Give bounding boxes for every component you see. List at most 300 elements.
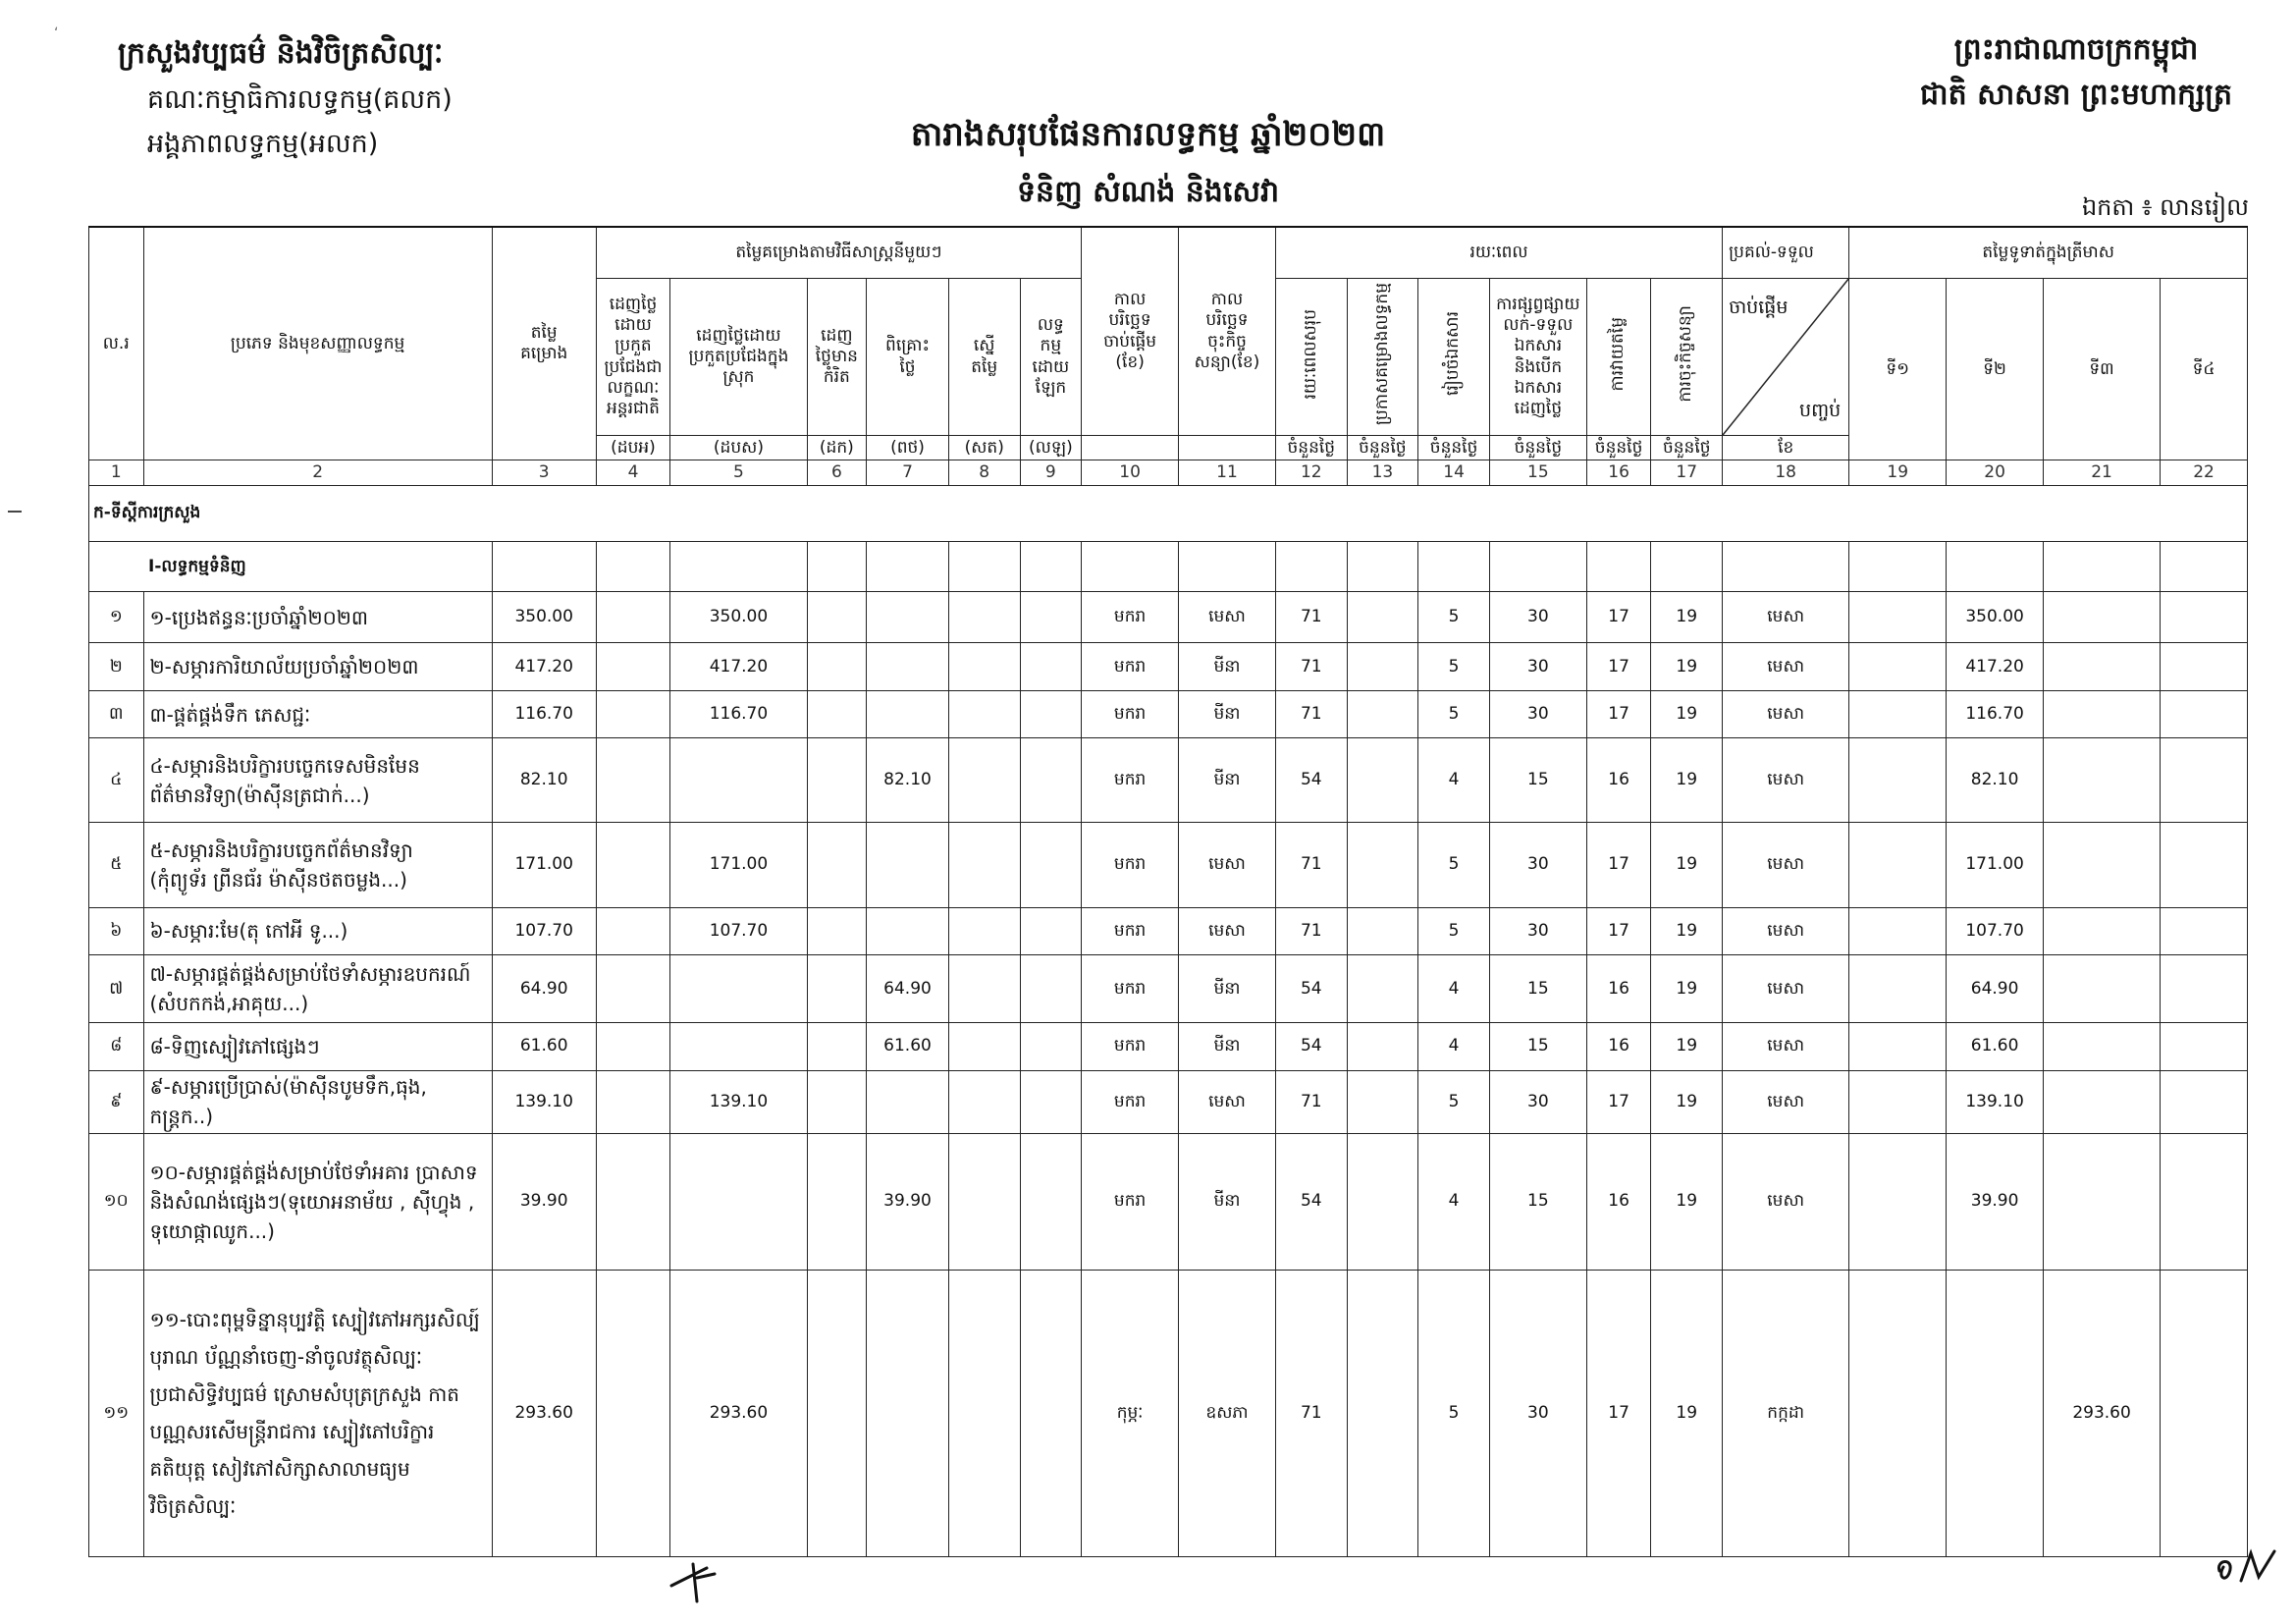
limited-bidding-value <box>807 738 867 823</box>
start-month: មករា <box>1082 907 1179 954</box>
contract-days: 19 <box>1651 1070 1723 1133</box>
advertise-days: 30 <box>1489 907 1586 954</box>
limited-bidding-value <box>807 1070 867 1133</box>
empty-cell <box>867 542 949 592</box>
item-name <box>143 591 492 643</box>
item-name-line: ១-ប្រេងឥន្ធនៈប្រចាំឆ្នាំ២០២៣ <box>149 605 368 629</box>
evaluation-days: 17 <box>1586 643 1651 690</box>
unit-days-13: ចំនួនថ្ងៃ <box>1347 436 1418 460</box>
item-name-line: វិចិត្រសិល្បៈ <box>149 1494 237 1519</box>
shopping-value: 39.90 <box>867 1133 949 1270</box>
budget-value: 107.70 <box>492 907 596 954</box>
table-row <box>89 690 2248 737</box>
prepare-days: 5 <box>1418 591 1490 643</box>
limited-line-2: ថ្លៃមាន <box>815 346 858 366</box>
advertise-line-3: និងបើកឯកសារ <box>1514 356 1563 398</box>
prepare-days: 5 <box>1418 907 1490 954</box>
empty-cell <box>596 542 670 592</box>
col-start-end-header <box>1723 279 1849 436</box>
announce-days <box>1347 690 1418 737</box>
quotation-value <box>948 591 1020 643</box>
col-quotation-header <box>948 279 1020 436</box>
q4-payment <box>2161 1133 2248 1270</box>
item-name-line: ១០-សម្ភារផ្គត់ផ្គង់សម្រាប់ថែទាំអគារ ប្រាសាទ <box>149 1160 478 1184</box>
q1-payment <box>1849 907 1947 954</box>
unit-intl: (ដបអ) <box>596 436 670 460</box>
quotation-value <box>948 1023 1020 1070</box>
empty-cell <box>1947 542 2044 592</box>
start-month: មករា <box>1082 1070 1179 1133</box>
empty-cell <box>948 542 1020 592</box>
national-bidding-value <box>670 1023 807 1070</box>
national-bidding-value <box>670 738 807 823</box>
limited-bidding-value <box>807 823 867 907</box>
col-num: 3 <box>492 460 596 485</box>
national-bidding-value: 350.00 <box>670 591 807 643</box>
start-month: មករា <box>1082 690 1179 737</box>
direct-value <box>1020 1023 1082 1070</box>
direct-value <box>1020 690 1082 737</box>
table-row <box>89 738 2248 823</box>
unit-shopping: (ពថ) <box>867 436 949 460</box>
empty-cell <box>1179 542 1276 592</box>
contract-month: មីនា <box>1179 954 1276 1022</box>
delivery-month: មេសា <box>1723 591 1849 643</box>
col-num: 15 <box>1489 460 1586 485</box>
table-row <box>89 1023 2248 1070</box>
row-number: ៩ <box>89 1070 144 1133</box>
start-line-3: ចាប់ផ្ដើម <box>1103 331 1157 352</box>
q1-payment <box>1849 1023 1947 1070</box>
intl-bidding-value <box>596 738 670 823</box>
col-no-header: ល.រ <box>89 227 144 460</box>
q3-payment: 293.60 <box>2044 1270 2161 1556</box>
item-name-line: ៦-សម្ភារៈមែ(តុ កៅអី ទូ...) <box>149 919 348 944</box>
q1-payment <box>1849 643 1947 690</box>
q1-payment <box>1849 591 1947 643</box>
col-national-bidding-header <box>670 279 807 436</box>
sign-line-3: ចុះកិច្ច <box>1207 331 1247 352</box>
row-number: ៨ <box>89 1023 144 1070</box>
empty-cell <box>807 542 867 592</box>
shopping-line-1: ពិគ្រោះ <box>885 336 930 356</box>
col-advertise-header <box>1489 279 1586 436</box>
total-days: 71 <box>1275 643 1347 690</box>
evaluation-days: 16 <box>1586 1133 1651 1270</box>
unit-days-12: ចំនួនថ្ងៃ <box>1275 436 1347 460</box>
start-month: មករា <box>1082 643 1179 690</box>
q3-payment <box>2044 591 2161 643</box>
row-number: ៦ <box>89 907 144 954</box>
contract-month: មេសា <box>1179 907 1276 954</box>
q1-payment <box>1849 738 1947 823</box>
total-days: 54 <box>1275 954 1347 1022</box>
unit-days-17: ចំនួនថ្ងៃ <box>1651 436 1723 460</box>
prepare-days: 5 <box>1418 643 1490 690</box>
empty-cell <box>1586 542 1651 592</box>
col-q4-header: ទី៤ <box>2161 279 2248 460</box>
direct-value <box>1020 954 1082 1022</box>
limited-bidding-value <box>807 591 867 643</box>
unit-limited: (ដក) <box>807 436 867 460</box>
subsection-title: I-លទ្ធកម្មទំនិញ <box>89 542 493 592</box>
shopping-value <box>867 907 949 954</box>
col-direct-header <box>1020 279 1082 436</box>
evaluation-days: 17 <box>1586 823 1651 907</box>
col-sign-date-header <box>1179 227 1276 436</box>
budget-value: 39.90 <box>492 1133 596 1270</box>
national-bidding-value <box>670 954 807 1022</box>
evaluation-days: 16 <box>1586 954 1651 1022</box>
direct-value <box>1020 1270 1082 1556</box>
unit-national: (ដបស) <box>670 436 807 460</box>
col-num: 22 <box>2161 460 2248 485</box>
section-title: ក-ទីស្ដីការក្រសួង <box>89 485 2248 542</box>
handwritten-page-mark <box>667 1556 726 1605</box>
contract-days: 19 <box>1651 954 1723 1022</box>
budget-value: 139.10 <box>492 1070 596 1133</box>
col-num: 6 <box>807 460 867 485</box>
col-num: 19 <box>1849 460 1947 485</box>
q2-payment: 82.10 <box>1947 738 2044 823</box>
total-days: 71 <box>1275 907 1347 954</box>
item-name-line: ៧-សម្ភារផ្គត់ផ្គង់សម្រាប់ថែទាំសម្ភារឧបករណ៍ <box>149 962 471 987</box>
col-num: 21 <box>2044 460 2161 485</box>
advertise-days: 15 <box>1489 738 1586 823</box>
col-start-date-header <box>1082 227 1179 436</box>
unit-name: អង្គភាពលទ្ធកម្ម(អលក) <box>147 129 379 159</box>
contract-month: ឧសភា <box>1179 1270 1276 1556</box>
q4-payment <box>2161 690 2248 737</box>
prepare-days: 5 <box>1418 1270 1490 1556</box>
start-month: មករា <box>1082 738 1179 823</box>
total-days: 71 <box>1275 591 1347 643</box>
delivery-month: កក្កដា <box>1723 1270 1849 1556</box>
budget-value: 417.20 <box>492 643 596 690</box>
shopping-line-2: ថ្លៃ <box>899 356 916 377</box>
empty-cell <box>2161 542 2248 592</box>
contract-days: 19 <box>1651 907 1723 954</box>
margin-dash <box>8 511 22 513</box>
q2-payment: 107.70 <box>1947 907 2044 954</box>
col-num: 17 <box>1651 460 1723 485</box>
evaluation-days: 17 <box>1586 591 1651 643</box>
direct-value <box>1020 1133 1082 1270</box>
item-name-line: ៤-សម្ភារនិងបរិក្ខារបច្ចេកទេសមិនមែន <box>149 753 420 778</box>
shopping-value <box>867 823 949 907</box>
item-name-line: គតិយុត្ត សៀវភៅសិក្សាសាលាមធ្យម <box>149 1457 410 1482</box>
limited-bidding-value <box>807 690 867 737</box>
intl-bidding-value <box>596 823 670 907</box>
shopping-value <box>867 643 949 690</box>
limited-bidding-value <box>807 1270 867 1556</box>
announce-days <box>1347 907 1418 954</box>
col-type-header: ប្រភេទ និងមុខសញ្ញាលទ្ធកម្ម <box>143 227 492 460</box>
total-days: 54 <box>1275 1133 1347 1270</box>
shopping-value <box>867 591 949 643</box>
q4-payment <box>2161 954 2248 1022</box>
advertise-days: 15 <box>1489 1133 1586 1270</box>
item-name <box>143 1270 492 1556</box>
national-bidding-value: 293.60 <box>670 1270 807 1556</box>
item-name <box>143 907 492 954</box>
unit-days-16: ចំនួនថ្ងៃ <box>1586 436 1651 460</box>
unit-quotation: (សត) <box>948 436 1020 460</box>
announce-days <box>1347 823 1418 907</box>
delivery-month: មេសា <box>1723 1070 1849 1133</box>
national-bidding-value: 139.10 <box>670 1070 807 1133</box>
total-days: 71 <box>1275 823 1347 907</box>
quotation-value <box>948 1270 1020 1556</box>
table-row <box>89 643 2248 690</box>
contract-days: 19 <box>1651 738 1723 823</box>
empty-cell <box>1347 542 1418 592</box>
empty-cell <box>1275 542 1347 592</box>
q2-payment: 171.00 <box>1947 823 2044 907</box>
national-line-1: ដេញថ្លៃដោយ <box>696 325 781 346</box>
q1-payment <box>1849 954 1947 1022</box>
ministry-name: ក្រសួងវប្បធម៌ និងវិចិត្រសិល្បៈ <box>118 36 444 71</box>
q2-payment: 64.90 <box>1947 954 2044 1022</box>
committee-name: គណៈកម្មាធិការលទ្ធកម្ម(គលក) <box>147 84 453 115</box>
start-line-4: (ខែ) <box>1115 352 1145 372</box>
advertise-line-1: ការផ្សព្វផ្សាយ <box>1496 294 1580 314</box>
empty-cell <box>2044 542 2161 592</box>
limited-bidding-value <box>807 907 867 954</box>
contract-month: មីនា <box>1179 1133 1276 1270</box>
advertise-line-4: ដេញថ្លៃ <box>1514 399 1563 419</box>
sign-line-4: សន្យា(ខែ) <box>1194 352 1260 372</box>
national-bidding-value: 171.00 <box>670 823 807 907</box>
limited-line-1: ដេញ <box>821 325 853 346</box>
contract-days: 19 <box>1651 643 1723 690</box>
evaluation-days: 16 <box>1586 738 1651 823</box>
shopping-value: 61.60 <box>867 1023 949 1070</box>
q2-payment: 116.70 <box>1947 690 2044 737</box>
shopping-value <box>867 1070 949 1133</box>
col-quarterly-group-header: តម្លៃទូទាត់ក្នុងត្រីមាស <box>1849 227 2248 279</box>
q2-payment: 417.20 <box>1947 643 2044 690</box>
announce-days <box>1347 1023 1418 1070</box>
column-number-row <box>89 460 2248 485</box>
delivery-month: មេសា <box>1723 690 1849 737</box>
item-name-line: បុរាណ ប័ណ្ណនាំចេញ-នាំចូលវត្ថុសិល្បៈ <box>149 1345 423 1370</box>
start-month: មករា <box>1082 954 1179 1022</box>
start-month: កុម្ភៈ <box>1082 1270 1179 1556</box>
national-bidding-value: 107.70 <box>670 907 807 954</box>
q1-payment <box>1849 1133 1947 1270</box>
q4-payment <box>2161 643 2248 690</box>
col-num: 9 <box>1020 460 1082 485</box>
q1-payment <box>1849 1270 1947 1556</box>
col-prepare-docs-header: រៀបចំឯកសារ <box>1418 279 1490 436</box>
announce-days <box>1347 1133 1418 1270</box>
quotation-value <box>948 823 1020 907</box>
subsection-row <box>89 542 2248 592</box>
contract-month: មេសា <box>1179 823 1276 907</box>
table-row <box>89 1270 2248 1556</box>
empty-cell <box>670 542 807 592</box>
start-label: ចាប់ផ្ដើម <box>1729 297 1789 319</box>
item-name <box>143 690 492 737</box>
contract-month: មេសា <box>1179 591 1276 643</box>
contract-days: 19 <box>1651 591 1723 643</box>
col-method-group-header: តម្លៃគម្រោងតាមវិធីសាស្ត្រនីមួយៗ <box>596 227 1082 279</box>
row-number: ៤ <box>89 738 144 823</box>
q4-payment <box>2161 738 2248 823</box>
unit-sign-empty <box>1179 436 1276 460</box>
prepare-days: 4 <box>1418 738 1490 823</box>
col-delivery-header: ប្រគល់-ទទួល <box>1723 227 1849 279</box>
q2-payment: 139.10 <box>1947 1070 2044 1133</box>
col-q2-header: ទី២ <box>1947 279 2044 460</box>
budget-value: 293.60 <box>492 1270 596 1556</box>
header-row-1 <box>89 227 2248 279</box>
national-bidding-value: 116.70 <box>670 690 807 737</box>
empty-cell <box>1489 542 1586 592</box>
col-intl-bidding-header: ដេញថ្លៃដោយប្រកួតប្រជែងជាលក្ខណៈអន្តរជាតិ <box>596 279 670 436</box>
evaluation-days: 17 <box>1586 690 1651 737</box>
direct-line-4: ឡែក <box>1035 377 1067 398</box>
q3-payment <box>2044 907 2161 954</box>
row-number: ៥ <box>89 823 144 907</box>
quotation-value <box>948 907 1020 954</box>
col-total-days-header: រយៈពេលសរុប <box>1275 279 1347 436</box>
intl-bidding-value <box>596 1133 670 1270</box>
total-days: 71 <box>1275 1270 1347 1556</box>
q4-payment <box>2161 823 2248 907</box>
q4-payment <box>2161 1270 2248 1556</box>
announce-days <box>1347 954 1418 1022</box>
delivery-month: មេសា <box>1723 643 1849 690</box>
total-days: 54 <box>1275 738 1347 823</box>
national-motto: ជាតិ សាសនា ព្រះមហាក្សត្រ <box>1920 78 2232 112</box>
corner-mark: ‘ <box>54 26 59 41</box>
q1-payment <box>1849 690 1947 737</box>
budget-value: 171.00 <box>492 823 596 907</box>
shopping-value: 64.90 <box>867 954 949 1022</box>
limited-line-3: កំរិត <box>823 367 850 388</box>
prepare-days: 4 <box>1418 1023 1490 1070</box>
item-name-line: ២-សម្ភារការិយាល័យប្រចាំឆ្នាំ២០២៣ <box>149 655 419 679</box>
row-number: ៣ <box>89 690 144 737</box>
start-month: មករា <box>1082 1023 1179 1070</box>
q3-payment <box>2044 643 2161 690</box>
q2-payment <box>1947 1270 2044 1556</box>
item-name-line: ប្រជាសិទ្ធិវប្បធម៌ ស្រោមសំបុត្រក្រសួង កាត <box>149 1382 459 1407</box>
advertise-days: 30 <box>1489 823 1586 907</box>
prepare-days: 4 <box>1418 954 1490 1022</box>
item-rows <box>89 591 2248 1556</box>
quotation-value <box>948 954 1020 1022</box>
item-name <box>143 1023 492 1070</box>
table-row <box>89 591 2248 643</box>
direct-value <box>1020 907 1082 954</box>
col-num: 11 <box>1179 460 1276 485</box>
start-month: មករា <box>1082 823 1179 907</box>
announce-days <box>1347 591 1418 643</box>
col-num: 4 <box>596 460 670 485</box>
empty-cell <box>1849 542 1947 592</box>
contract-days: 19 <box>1651 690 1723 737</box>
advertise-days: 30 <box>1489 1070 1586 1133</box>
prepare-days: 5 <box>1418 690 1490 737</box>
col-budget-header <box>492 227 596 460</box>
col-num: 7 <box>867 460 949 485</box>
q1-payment <box>1849 1070 1947 1133</box>
delivery-month: មេសា <box>1723 907 1849 954</box>
intl-bidding-value <box>596 907 670 954</box>
quotation-value <box>948 690 1020 737</box>
evaluation-days: 17 <box>1586 1070 1651 1133</box>
q3-payment <box>2044 954 2161 1022</box>
advertise-days: 30 <box>1489 690 1586 737</box>
item-name-line: ទុយោផ្កាឈូក...) <box>149 1218 275 1243</box>
limited-bidding-value <box>807 1133 867 1270</box>
budget-value: 82.10 <box>492 738 596 823</box>
document-title: តារាងសរុបផែនការលទ្ធកម្ម ឆ្នាំ២០២៣ <box>910 115 1386 154</box>
item-name <box>143 1070 492 1133</box>
sign-line-2: បរិច្ឆេទ <box>1205 310 1249 331</box>
national-bidding-value <box>670 1133 807 1270</box>
end-label: បញ្ចប់ <box>1799 400 1842 422</box>
col-num: 18 <box>1723 460 1849 485</box>
col-shopping-header <box>867 279 949 436</box>
advertise-days: 30 <box>1489 1270 1586 1556</box>
direct-line-1: លទ្ធ <box>1037 315 1064 336</box>
item-name <box>143 823 492 907</box>
delivery-month: មេសា <box>1723 954 1849 1022</box>
col-num: 14 <box>1418 460 1490 485</box>
col-limited-bidding-header <box>807 279 867 436</box>
q4-payment <box>2161 1023 2248 1070</box>
col-evaluation-header: ការវាយតម្លៃ <box>1586 279 1651 436</box>
intl-bidding-value <box>596 1070 670 1133</box>
evaluation-days: 17 <box>1586 1270 1651 1556</box>
limited-bidding-value <box>807 643 867 690</box>
col-num: 1 <box>89 460 144 485</box>
intl-bidding-value <box>596 954 670 1022</box>
announce-days <box>1347 1070 1418 1133</box>
item-name-line: ៣-ផ្គត់ផ្គង់ទឹក ភេសជ្ជៈ <box>149 702 311 727</box>
intl-bidding-value <box>596 643 670 690</box>
announce-days <box>1347 643 1418 690</box>
start-line-1: កាល <box>1113 290 1147 310</box>
prepare-days: 5 <box>1418 1070 1490 1133</box>
item-name-line: ៨-ទិញស្បៀវភៅផ្សេងៗ <box>149 1035 320 1059</box>
unit-direct: (លឡ) <box>1020 436 1082 460</box>
item-name-line: បណ្ណសរសើមន្ត្រីរាជការ ស្បៀវភៅបរិក្ខារ <box>149 1420 435 1444</box>
budget-value: 116.70 <box>492 690 596 737</box>
currency-unit: ឯកតា ៖ លានរៀល <box>2081 193 2249 221</box>
empty-cell <box>1651 542 1723 592</box>
col-q3-header: ទី៣ <box>2044 279 2161 460</box>
contract-month: មីនា <box>1179 643 1276 690</box>
shopping-value: 82.10 <box>867 738 949 823</box>
evaluation-days: 16 <box>1586 1023 1651 1070</box>
limited-bidding-value <box>807 1023 867 1070</box>
budget-line-1: តម្លៃ <box>530 322 558 343</box>
table-row <box>89 1070 2248 1133</box>
limited-bidding-value <box>807 954 867 1022</box>
procurement-plan-table <box>88 226 2248 1557</box>
table-row <box>89 907 2248 954</box>
advertise-days: 30 <box>1489 643 1586 690</box>
start-month: មករា <box>1082 591 1179 643</box>
col-num: 13 <box>1347 460 1418 485</box>
q3-payment <box>2044 738 2161 823</box>
item-name-line: ១១-បោះពុម្ពទិន្នានុប្បវត្តិ ស្បៀវភៅអក្សរសិល្ប៍ <box>149 1308 480 1332</box>
